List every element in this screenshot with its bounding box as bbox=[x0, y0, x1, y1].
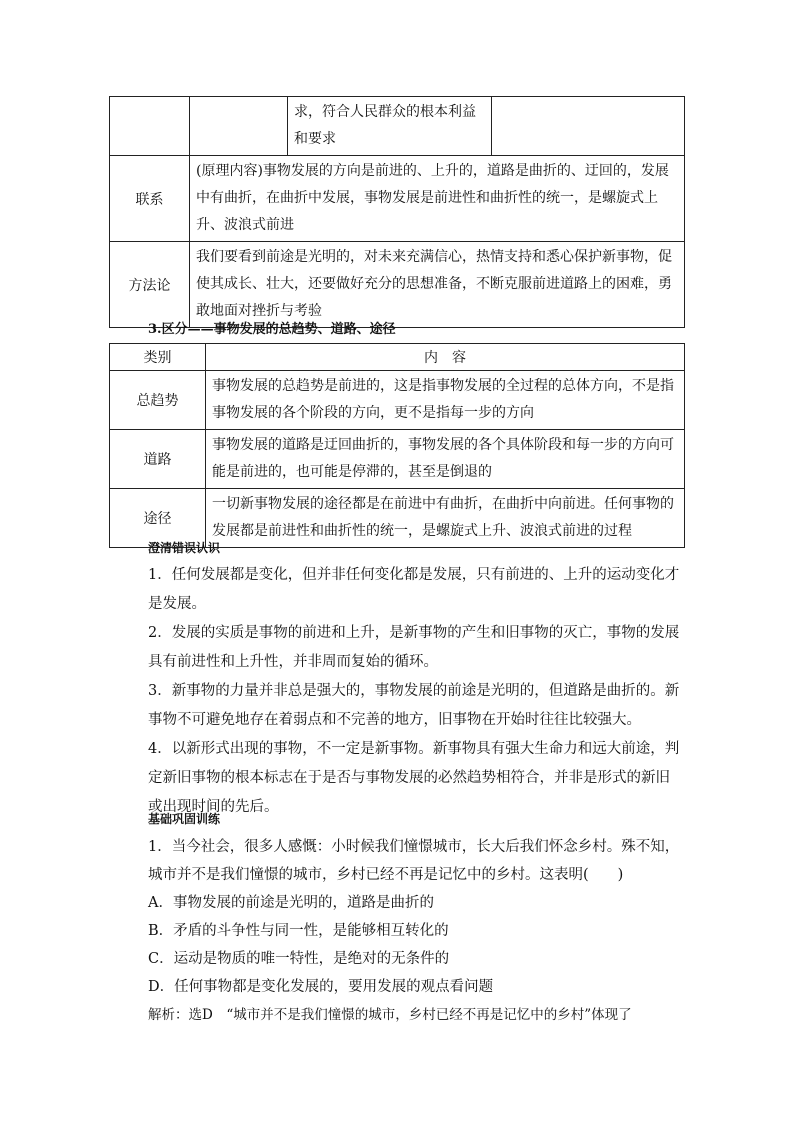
question-stem: 1．当今社会，很多人感慨：小时候我们憧憬城市，长大后我们怀念乡村。殊不知，城市并不是我们憧憬的城市，乡村已经不再是记忆中的乡村。这表明( ) bbox=[148, 839, 680, 883]
analysis: 解析：选D “城市并不是我们憧憬的城市，乡村已经不再是记忆中的乡村”体现了 bbox=[148, 1007, 632, 1023]
row-label: 总趋势 bbox=[110, 371, 206, 430]
option-a: A．事物发展的前途是光明的，道路是曲折的 bbox=[148, 895, 434, 911]
empty-cell bbox=[110, 97, 190, 156]
header-content: 内 容 bbox=[206, 344, 685, 371]
list-item: 2．发展的实质是事物的前进和上升，是新事物的产生和旧事物的灭亡，事物的发展具有前进性和上升性，并非周而复始的循环。 bbox=[148, 625, 680, 670]
list-item: 4．以新形式出现的事物，不一定是新事物。新事物具有强大生命力和远大前途，判定新旧事物的根本标志在于是否与事物发展的必然趋势相符合，并非是形式的新旧或出现时间的先后。 bbox=[148, 741, 680, 815]
list-item: 3．新事物的力量并非总是强大的，事物发展的前途是光明的，但道路是曲折的。新事物不可避免地存在着弱点和不完善的地方，旧事物在开始时往往比较强大。 bbox=[148, 683, 680, 728]
misconceptions-list bbox=[120, 561, 680, 822]
table-row bbox=[110, 97, 685, 156]
misconceptions-tag: 澄清错误认识 bbox=[148, 541, 221, 555]
continued-cell bbox=[288, 97, 492, 156]
row-label: 方法论 bbox=[110, 242, 190, 328]
table-row bbox=[110, 371, 685, 430]
question-block bbox=[120, 833, 680, 1029]
row-content bbox=[206, 489, 685, 548]
row-label: 途径 bbox=[110, 489, 206, 548]
continued-text: 求，符合人民群众的根本利益和要求 bbox=[294, 104, 476, 147]
empty-cell bbox=[190, 97, 288, 156]
table-row bbox=[110, 242, 685, 328]
principle-table bbox=[109, 96, 685, 328]
comparison-table bbox=[109, 343, 685, 548]
row-content-text: 一切新事物发展的途径都是在前进中有曲折，在曲折中向前进。任何事物的发展都是前进性和曲折性的统一，是螺旋式上升、波浪式前进的过程 bbox=[212, 496, 674, 539]
row-label: 联系 bbox=[110, 156, 190, 242]
row-content-text: (原理内容)事物发展的方向是前进的、上升的，道路是曲折的、迂回的，发展中有曲折，在曲折中发展，事物发展是前进性和曲折性的统一，是螺旋式上升、波浪式前进 bbox=[196, 163, 669, 233]
row-content bbox=[206, 371, 685, 430]
row-content bbox=[190, 242, 685, 328]
option-c: C．运动是物质的唯一特性，是绝对的无条件的 bbox=[148, 951, 450, 967]
list-item: 1．任何发展都是变化，但并非任何变化都是发展，只有前进的、上升的运动变化才是发展。 bbox=[148, 567, 680, 612]
table-row bbox=[110, 430, 685, 489]
header-category: 类别 bbox=[110, 344, 206, 371]
option-d: D．任何事物都是变化发展的，要用发展的观点看问题 bbox=[148, 979, 494, 995]
row-content bbox=[206, 430, 685, 489]
table-row bbox=[110, 156, 685, 242]
empty-cell bbox=[492, 97, 685, 156]
training-tag: 基础巩固训练 bbox=[148, 812, 221, 826]
row-content-text: 我们要看到前途是光明的，对未来充满信心，热情支持和悉心保护新事物，促使其成长、壮大，还要做好充分的思想准备，不断克服前进道路上的困难，勇敢地面对挫折与考验 bbox=[196, 249, 672, 319]
row-label: 道路 bbox=[110, 430, 206, 489]
row-content-text: 事物发展的总趋势是前进的，这是指事物发展的全过程的总体方向，不是指事物发展的各个阶段的方向，更不是指每一步的方向 bbox=[212, 378, 674, 421]
row-content-text: 事物发展的道路是迂回曲折的，事物发展的各个具体阶段和每一步的方向可能是前进的，也可能是停滞的，甚至是倒退的 bbox=[212, 437, 674, 480]
section-title: 3.区分——事物发展的总趋势、道路、途径 bbox=[148, 322, 396, 337]
option-b: B．矛盾的斗争性与同一性，是能够相互转化的 bbox=[148, 923, 449, 939]
table-header-row bbox=[110, 344, 685, 371]
row-content bbox=[190, 156, 685, 242]
